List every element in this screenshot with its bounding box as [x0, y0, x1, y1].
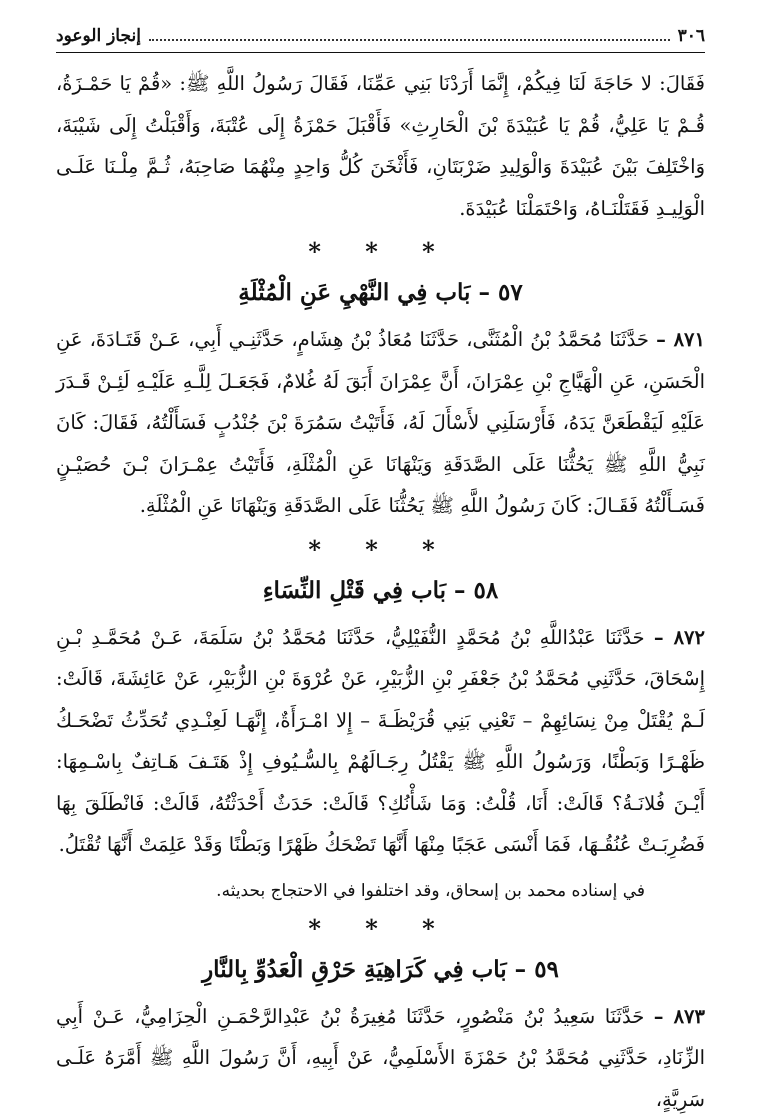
hadith-number: ٨٧٢ – — [654, 626, 705, 649]
chapter-title-59: ٥٩ – بَاب فِي كَرَاهِيَةِ حَرْقِ الْعَدُوِّ بِالنَّارِ — [56, 950, 705, 990]
hadith-number: ٨٧١ – — [656, 328, 705, 351]
continuation-paragraph: فَقَالَ: لا حَاجَةَ لَنَا فِيكُمْ، إِنَّمَا أَرَدْنَا بَنِي عَمِّنَا، فَقَالَ رَسُولُ اللَّهِ ﷺ: «قُمْ يَا حَمْـزَةُ، قُـمْ يَا عَلِيُّ، قُمْ يَا عُبَيْدَةَ بْنَ الْحَارِثِ» فَأَقْبَلَ حَمْزَةُ إِلَى عُتْبَةَ، وَأَقْبَلْتُ إِلَى شَيْبَةَ، وَاخْتَلِفَ بَيْنَ عُبَيْدَةَ وَالْوَلِيدِ ضَرْبَتَانِ، فَأَثْخَنَ كُلُّ وَاحِدٍ مِنْهُمَا صَاحِبَهُ، ثُـمَّ مِلْـنَا عَلَـى الْوَلِيـدِ فَقَتَلْنَـاهُ، وَاحْتَمَلْنَا عُبَيْدَةَ. — [56, 63, 705, 229]
hadith-873 — [56, 996, 705, 1120]
hadith-871 — [56, 319, 705, 527]
chapter-title-57: ٥٧ – بَاب فِي النَّهْيِ عَنِ الْمُثْلَةِ — [56, 273, 705, 313]
book-title: إنجاز الوعود — [56, 26, 141, 46]
hadith-872 — [56, 617, 705, 866]
section-separator-2: * * * — [56, 535, 705, 565]
section-separator-1: * * * — [56, 237, 705, 267]
page-number: ٣٠٦ — [678, 26, 705, 46]
hadith-text: حَدَّثَنَا مُحَمَّدُ بْنُ الْمُثَنَّى، حَدَّثَنَا مُعَاذُ بْنُ هِشَامٍ، حَدَّثَنِـي أَبِي، عَـنْ قَتَـادَةَ، عَنِ الْحَسَنِ، عَنِ الْهَيَّاجِ بْنِ عِمْرَانَ، أَنَّ عِمْرَانَ أَبَقَ لَهُ غُلامٌ، فَجَعَـلَ لِلَّـهِ عَلَيْـهِ لَئِـنْ قَـدَرَ عَلَيْهِ لَيَقْطَعَنَّ يَدَهُ، فَأَرْسَلَنِي لأَسْأَلَ لَهُ، فَأَتَيْتُ سَمُرَةَ بْنَ جُنْدُبٍ فَسَأَلْتُهُ، فَقَالَ: كَانَ نَبِيُّ اللَّهِ ﷺ يَحُثُّنَا عَلَى الصَّدَقَةِ وَيَنْهَانَا عَنِ الْمُثْلَةِ، فَأَتَيْتُ عِمْـرَانَ بْـنَ حُصَيْـنٍ فَسَـأَلْتُهُ فَقَـالَ: كَانَ رَسُولُ اللَّهِ ﷺ يَحُثُّنَا عَلَى الصَّدَقَةِ وَيَنْهَانَا عَنِ الْمُثْلَةِ. — [56, 328, 705, 517]
section-separator-3: * * * — [56, 914, 705, 944]
commentary-note: في إسناده محمد بن إسحاق، وقد اختلفوا في الاحتجاج بحديثه. — [56, 876, 705, 906]
hadith-text: حَدَّثَنَا سَعِيدُ بْنُ مَنْصُورٍ، حَدَّثَنَا مُغِيرَةُ بْنُ عَبْدِالرَّحْمَـنِ الْحِزَامِيُّ، عَـنْ أَبِي الزِّنَادِ، حَدَّثَنِي مُحَمَّدُ بْنُ حَمْزَةَ الأَسْلَمِيُّ، عَنْ أَبِيهِ، أَنَّ رَسُولَ اللَّهِ ﷺ أَمَّرَهُ عَلَـى سَرِيَّةٍ، — [56, 1005, 705, 1111]
hadith-text: حَدَّثَنَا عَبْدُاللَّهِ بْنُ مُحَمَّدٍ النُّفَيْلِيُّ، حَدَّثَنَا مُحَمَّدُ بْنُ سَلَمَةَ، عَـنْ مُحَمَّـدِ بْـنِ إِسْحَاقَ، حَدَّثَنِي مُحَمَّدُ بْنُ جَعْفَرِ بْنِ الزُّبَيْرِ، عَنْ عُرْوَةَ بْنِ الزُّبَيْرِ، عَنْ عَائِشَةَ، قَالَتْ: لَـمْ يُقْتَلْ مِنْ نِسَائِهِمْ – تَعْنِي بَنِي قُرَيْظَـةَ – إِلا امْـرَأَةٌ، إِنَّهَـا لَعِنْـدِي تُحَدِّثُ تَضْحَـكُ ظَهْـرًا وَبَطْنًا، وَرَسُولُ اللَّهِ ﷺ يَقْتُلُ رِجَـالَهُمْ بِالسُّـيُوفِ إِذْ هَتَـفَ هَـاتِفٌ بِاسْـمِهَا: أَيْـنَ فُلانَـةُ؟ قَالَتْ: أَنَا، قُلْتُ: وَمَا شَأْنُكِ؟ قَالَتْ: حَدَثٌ أَحْدَثْتُهُ، قَالَتْ: فَانْطَلَقَ بِهَا فَضُرِبَـتْ عُنُقُـهَا، فَمَا أَنْسَى عَجَبًا مِنْهَا أَنَّهَا تَضْحَكُ ظَهْرًا وَبَطْنًا وَقَدْ عَلِمَتْ أَنَّهَا تُقْتَلُ. — [56, 626, 705, 857]
hadith-number: ٨٧٣ – — [654, 1005, 705, 1028]
header-dotted-leader — [149, 39, 670, 41]
chapter-title-58: ٥٨ – بَاب فِي قَتْلِ النِّسَاءِ — [56, 571, 705, 611]
running-header — [56, 26, 705, 53]
